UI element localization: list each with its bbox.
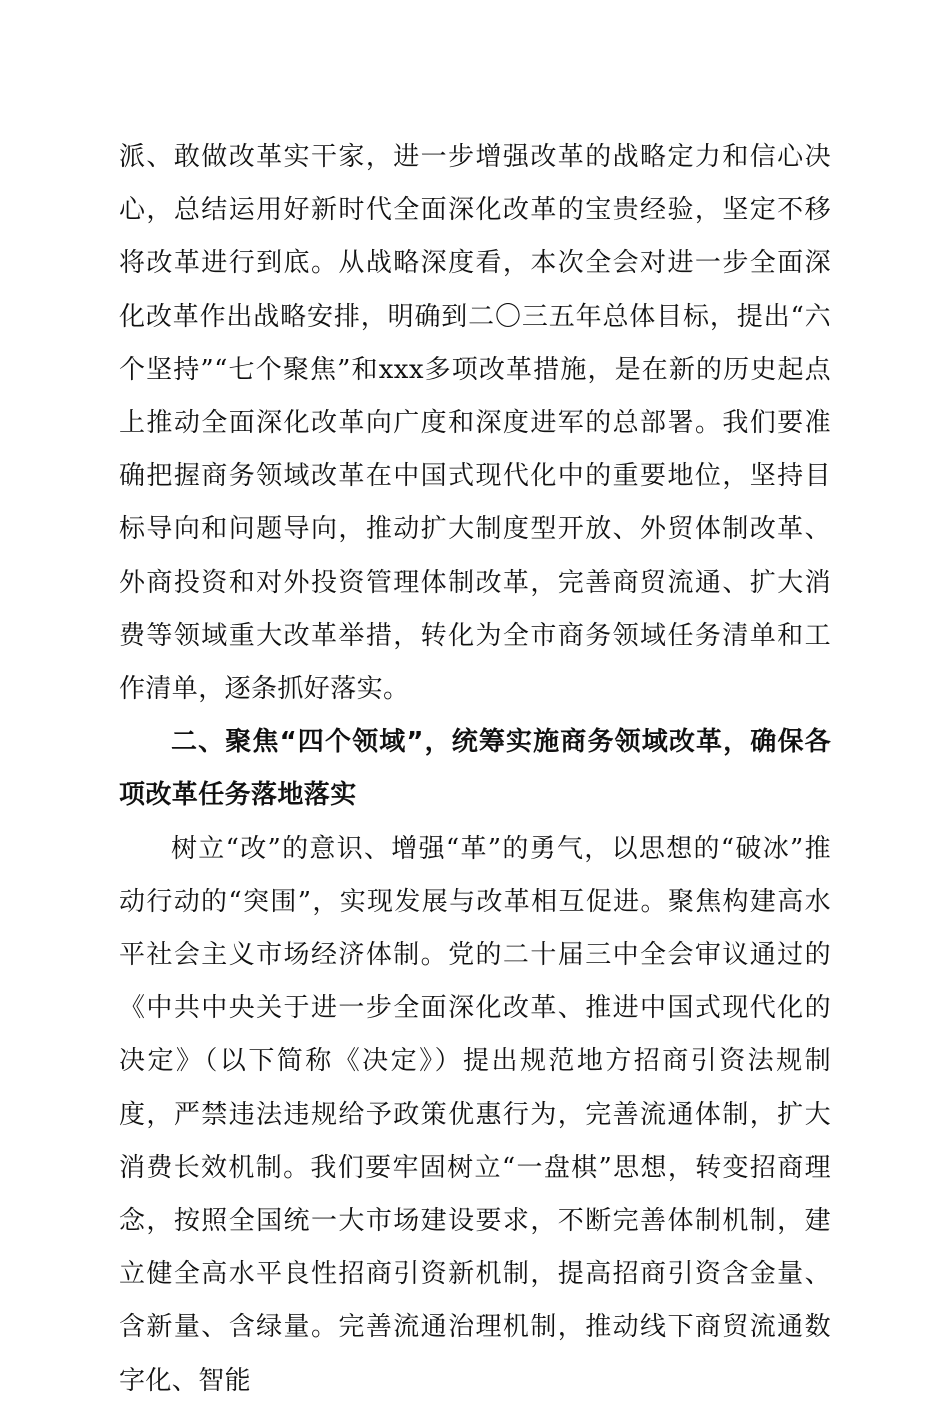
paragraph-four-areas: 树立“改”的意识、增强“革”的勇气，以思想的“破冰”推动行动的“突围”，实现发展与改革相互促进。聚焦构建高水平社会主义市场经济体制。党的二十届三中全会审议通过的《中共中央关于进一步全面深化改革、推进中国式现代化的决定》（以下简称《决定》）提出规范地方招商引资法规制度，严禁违法违规给予政策优惠行为，完善流通体制，扩大消费长效机制。我们要牢固树立“一盘棋”思想，转变招商理念，按照全国统一大市场建设要求，不断完善体制机制，建立健全高水平良性招商引资新机制，提高招商引资含金量、含新量、含绿量。完善流通治理机制，推动线下商贸流通数字化、智能 (119, 833, 831, 1396)
section-heading-two: 二、聚焦“四个领域”，统筹实施商务领域改革，确保各项改革任务落地落实 (119, 727, 831, 811)
document-body (119, 131, 831, 1408)
paragraph-reform-strategy: 派、敢做改革实干家，进一步增强改革的战略定力和信心决心，总结运用好新时代全面深化改革的宝贵经验，坚定不移将改革进行到底。从战略深度看，本次全会对进一步全面深化改革作出战略安排，明确到二〇三五年总体目标，提出“六个坚持”“七个聚焦”和xxx多项改革措施，是在新的历史起点上推动全面深化改革向广度和深度进军的总部署。我们要准确把握商务领域改革在中国式现代化中的重要地位，坚持目标导向和问题导向，推动扩大制度型开放、外贸体制改革、外商投资和对外投资管理体制改革，完善商贸流通、扩大消费等领域重大改革举措，转化为全市商务领域任务清单和工作清单，逐条抓好落实。 (119, 142, 831, 705)
